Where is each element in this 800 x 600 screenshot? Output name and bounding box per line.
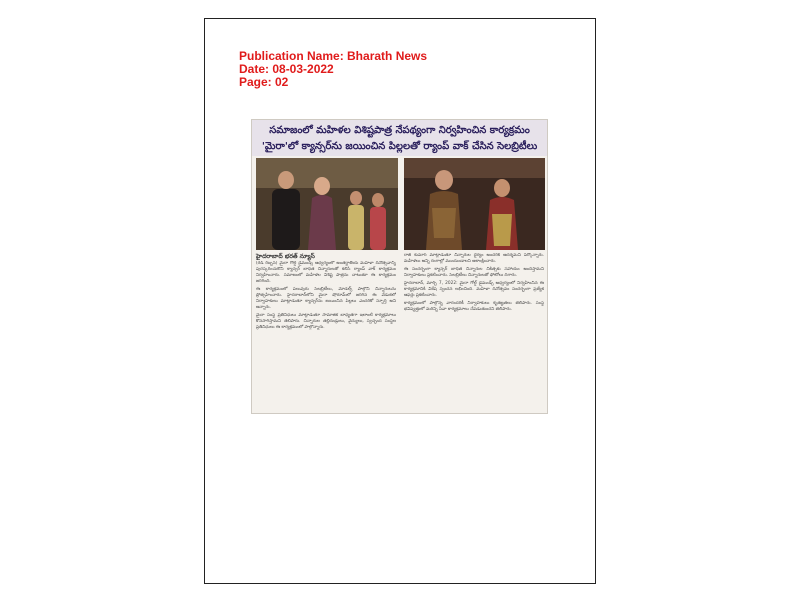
photo-left-illustration	[256, 158, 398, 250]
publication-info	[239, 50, 427, 89]
article-photo-right	[404, 158, 545, 250]
article-column-2	[404, 253, 544, 411]
article-paragraph: (రెడ్ రిబ్బన్) మైరా గోల్డ్ డైమండ్స్ ఆధ్వర్యంలో అంతర్జాతీయ మహిళా దినోత్సవాన్ని పురస్కరించుకొని క్యాన్సర్ బాధిత చిన్నారులతో కలిసి ర్యాంప్ వాక్ కార్యక్రమం నిర్వహించారు. సమాజంలో మహిళల విశిష్ట పాత్రను చాటుతూ ఈ కార్యక్రమం జరిగింది.	[256, 261, 396, 284]
headline-line-2: 'మైరా'లో క్యాన్సర్‌ను జయించిన పిల్లలతో ర్యాంప్ వాక్ చేసిన సెలబ్రిటీలు	[261, 141, 538, 152]
article-photo-left	[256, 158, 398, 250]
article-paragraph: ఈ సందర్భంగా క్యాన్సర్ బాధిత చిన్నారుల చికిత్సకు సహాయం అందిస్తామని నిర్వాహకులు ప్రకటించారు. సెలబ్రిటీలు చిన్నారులతో ఫోటోలు దిగారు.	[404, 267, 544, 278]
headline-line-1: సమాజంలో మహిళల విశిష్టపాత్ర నేపథ్యంగా నిర్వహించిన కార్యక్రమం	[269, 125, 530, 136]
article-paragraph: కార్యక్రమంలో పాల్గొన్న వారందరికీ నిర్వాహకులు కృతజ్ఞతలు తెలిపారు. సంస్థ భవిష్యత్తులో మరిన్ని సేవా కార్యక్రమాలు చేపడుతుందని తెలిపారు.	[404, 301, 544, 312]
newspaper-clipping	[251, 119, 548, 414]
article-paragraph: మైరా సంస్థ ప్రతినిధులు మాట్లాడుతూ సామాజిక బాధ్యతగా ఇలాంటి కార్యక్రమాలు కొనసాగిస్తామని తెలిపారు. చిన్నారుల తల్లిదండ్రులు, వైద్యులు, స్వచ్ఛంద సంస్థల ప్రతినిధులు ఈ కార్యక్రమంలో పాల్గొన్నారు.	[256, 313, 396, 330]
photo-caption: హైదరాబాద్ భరత్ న్యూస్	[256, 253, 315, 260]
article-paragraph: హైదరాబాద్, మార్చి 7, 2022: మైరా గోల్డ్ డైమండ్స్ ఆధ్వర్యంలో నిర్వహించిన ఈ కార్యక్రమానికి విశేష స్పందన లభించింది. మహిళా దినోత్సవం సందర్భంగా ప్రత్యేక ఆఫర్లు ప్రకటించారు.	[404, 281, 544, 298]
article-paragraph: రాజ్ కుమార్ మాట్లాడుతూ చిన్నారుల ధైర్యం అందరికీ ఆదర్శమని పేర్కొన్నారు. మహిళలు అన్ని రంగాల్లో ముందుండాలని ఆకాంక్షించారు.	[404, 253, 544, 264]
publication-date: Date: 08-03-2022	[239, 62, 334, 76]
article-column-1	[256, 261, 396, 411]
photo-right-illustration	[404, 158, 545, 250]
publication-name: Publication Name: Bharath News	[239, 49, 428, 63]
publication-page: Page: 02	[239, 75, 289, 89]
article-paragraph: ఈ కార్యక్రమంలో పలువురు సెలబ్రిటీలు, మోడల్స్ పాల్గొని చిన్నారులను ప్రోత్సహించారు. హైదరాబాద్‌లోని మైరా షోరూమ్‌లో జరిగిన ఈ వేడుకలో నిర్వాహకులు మాట్లాడుతూ క్యాన్సర్‌ను జయించిన పిల్లలు ఎందరికో స్ఫూర్తి అని అన్నారు.	[256, 287, 396, 310]
article-headline	[252, 120, 547, 156]
